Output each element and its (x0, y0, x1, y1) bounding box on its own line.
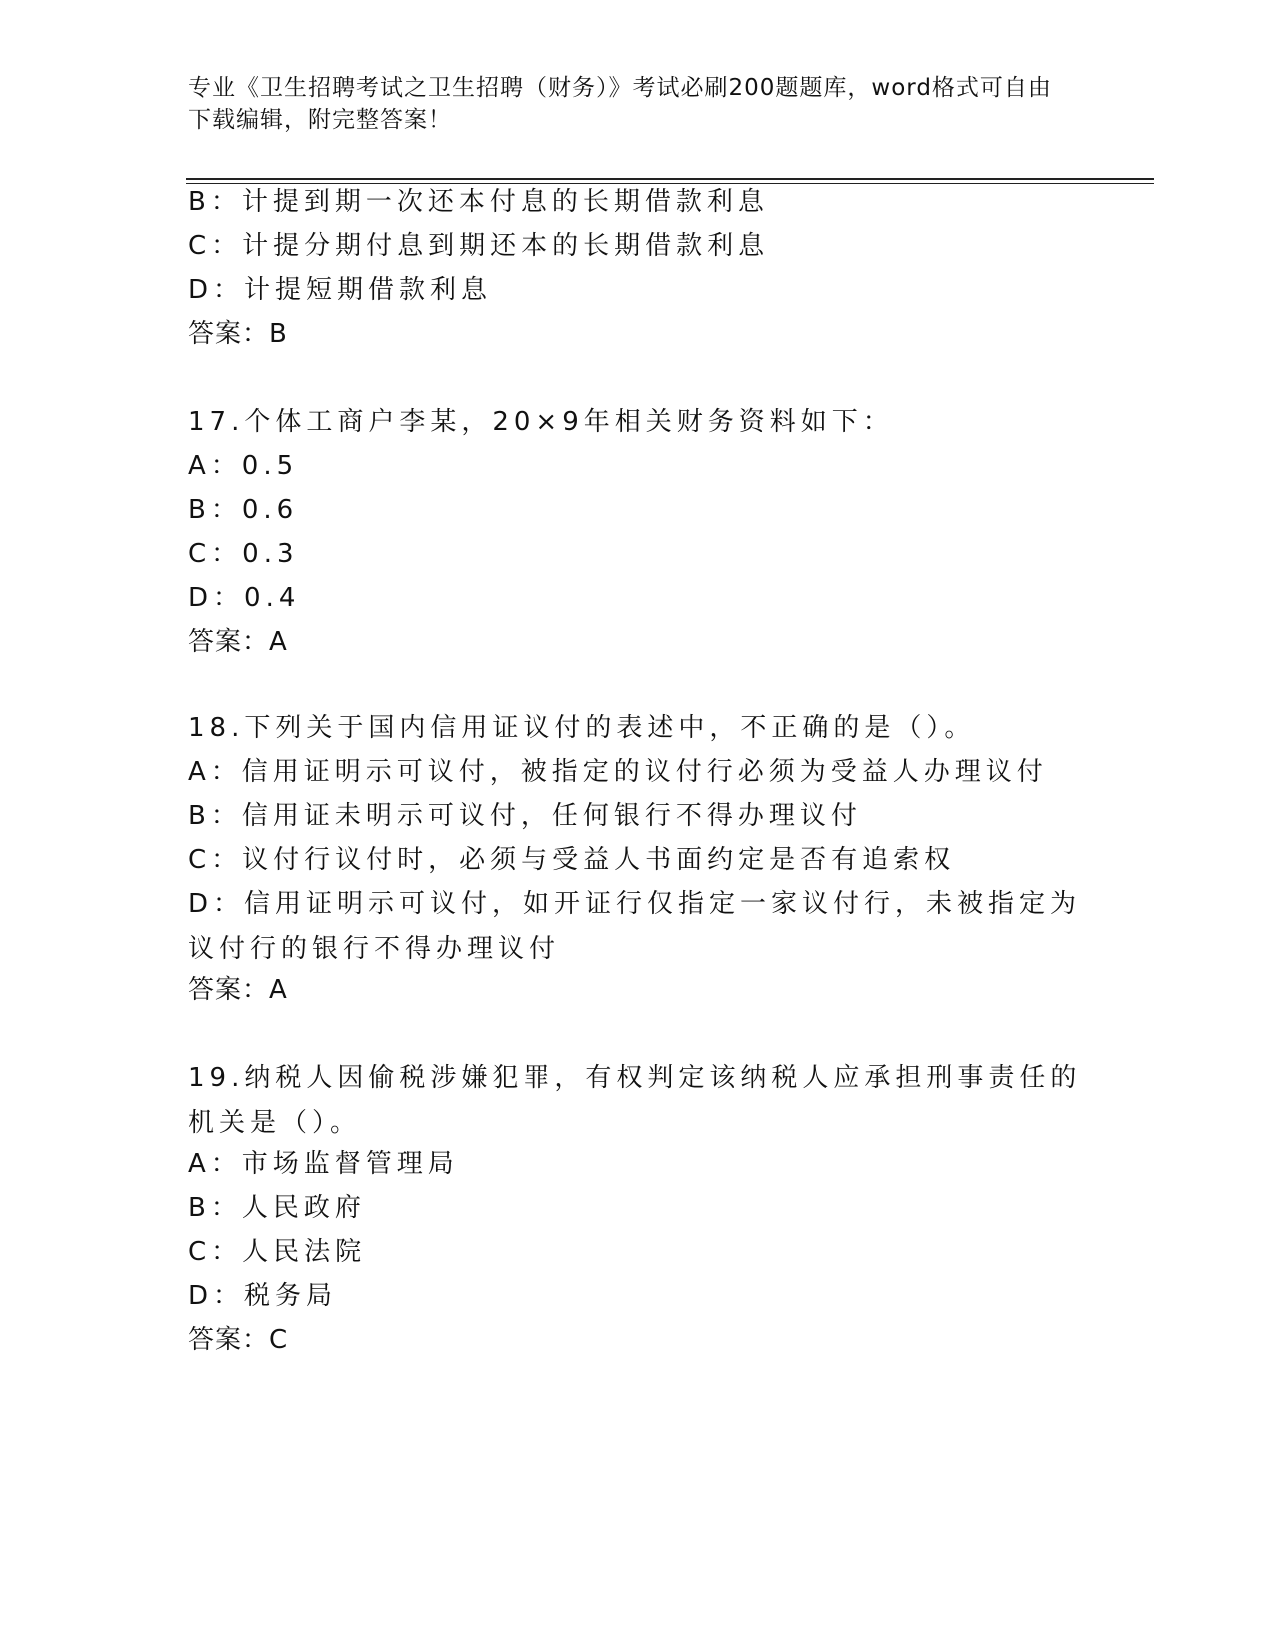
q16-option-b: B：计提到期一次还本付息的长期借款利息 (188, 187, 769, 217)
q19-answer: 答案：C (188, 1325, 289, 1355)
q19-option-c: C：人民法院 (188, 1237, 367, 1267)
q19-option-b: B：人民政府 (188, 1193, 366, 1223)
q19-stem: 19.纳税人因偷税涉嫌犯罪，有权判定该纳税人应承担刑事责任的机关是（）。 (188, 1063, 1082, 1138)
q17-option-c: C：0.3 (188, 539, 299, 569)
q18-option-b: B：信用证未明示可议付，任何银行不得办理议付 (188, 801, 862, 831)
q18-option-d: D：信用证明示可议付，如开证行仅指定一家议付行，未被指定为议付行的银行不得办理议付 (188, 889, 1082, 964)
q17-option-d: D：0.4 (188, 583, 301, 613)
q16-option-d: D：计提短期借款利息 (188, 275, 493, 305)
q19-option-a: A：市场监督管理局 (188, 1149, 459, 1179)
q18-answer: 答案：A (188, 975, 288, 1005)
q17-option-b: B：0.6 (188, 495, 299, 525)
q16-answer: 答案：B (188, 319, 288, 349)
q17-stem: 17.个体工商户李某，20×9年相关财务资料如下： (188, 407, 894, 437)
q18-option-c: C：议付行议付时，必须与受益人书面约定是否有追索权 (188, 845, 956, 875)
q18-option-a: A：信用证明示可议付，被指定的议付行必须为受益人办理议付 (188, 757, 1048, 787)
document-header: 专业《卫生招聘考试之卫生招聘（财务）》考试必刷200题题库，word格式可自由下载编辑，附完整答案！ (188, 75, 1052, 133)
q17-option-a: A：0.5 (188, 451, 299, 481)
q19-option-d: D：税务局 (188, 1281, 338, 1311)
q17-answer: 答案：A (188, 627, 288, 657)
q16-option-c: C：计提分期付息到期还本的长期借款利息 (188, 231, 770, 261)
q18-stem: 18.下列关于国内信用证议付的表述中，不正确的是（）。 (188, 713, 976, 743)
header-divider-thick (186, 178, 1154, 180)
